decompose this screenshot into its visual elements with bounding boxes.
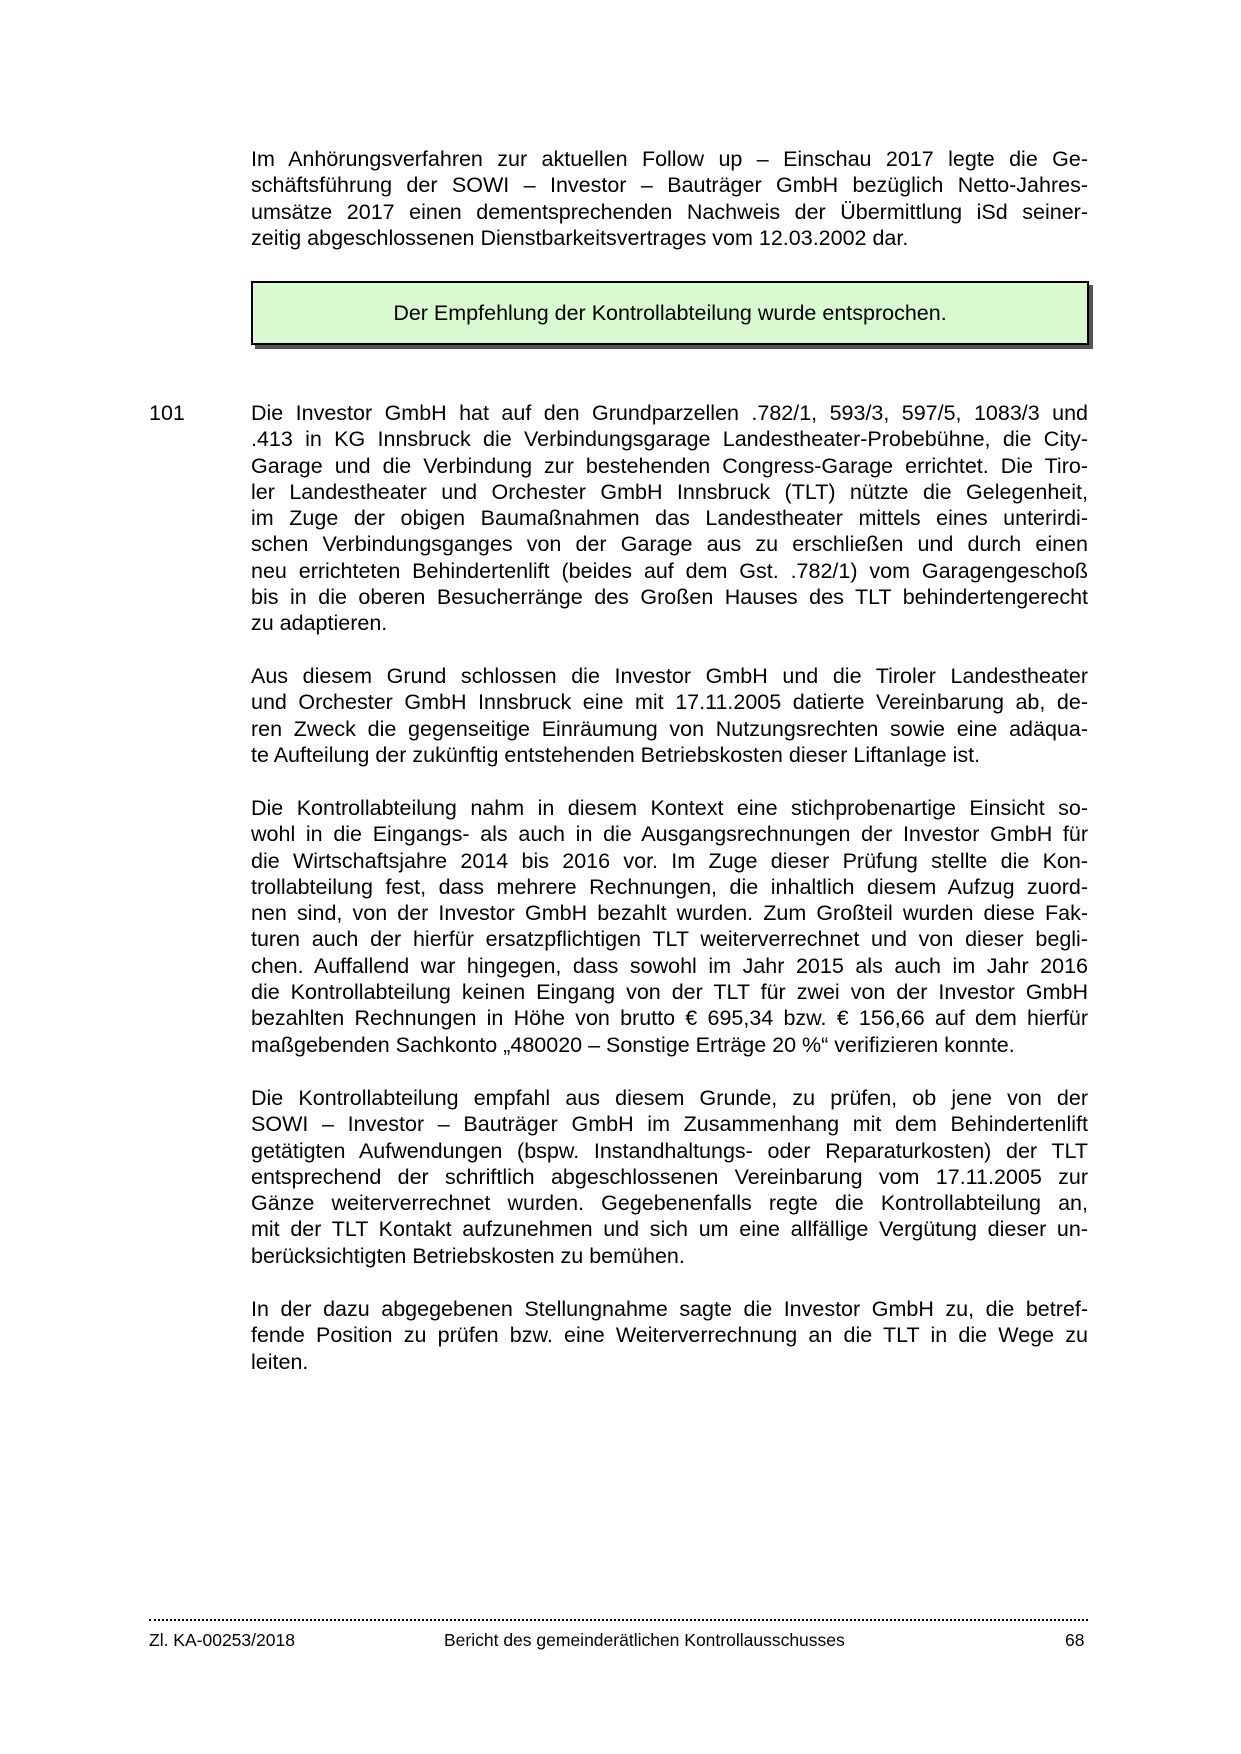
- text-line: chen. Auffallend war hingegen, dass sowohl im Jahr 2015 als auch im Jahr 2016: [251, 953, 1088, 978]
- section-number: 101: [149, 401, 185, 425]
- text-line: ren Zweck die gegenseitige Einräumung von Nutzungsrechten sowie eine adäqua-: [251, 716, 1088, 741]
- footer-reference: Zl. KA-00253/2018: [149, 1630, 295, 1650]
- text-line: ler Landestheater und Orchester GmbH Innsbruck (TLT) nützte die Gelegenheit,: [251, 479, 1088, 504]
- text-line: nen sind, von der Investor GmbH bezahlt wurden. Zum Großteil wurden diese Fak-: [251, 901, 1088, 926]
- text-line: neu errichteten Behindertenlift (beides auf dem Gst. .782/1) vom Garagengeschoß: [251, 558, 1088, 583]
- text-line: wohl in die Eingangs- als auch in die Ausgangsrechnungen der Investor GmbH für: [251, 822, 1088, 847]
- notice-text: Der Empfehlung der Kontrollabteilung wurde entsprochen.: [393, 300, 947, 325]
- text-line: Im Anhörungsverfahren zur aktuellen Follow up – Einschau 2017 legte die Ge-: [251, 147, 1088, 171]
- text-line: schen Verbindungsganges von der Garage aus zu erschließen und durch einen: [251, 532, 1088, 557]
- text-line: In der dazu abgegebenen Stellungnahme sagte die Investor GmbH zu, die betref-: [251, 1297, 1088, 1321]
- text-line: SOWI – Investor – Bauträger GmbH im Zusammenhang mit dem Behindertenlift: [251, 1112, 1088, 1137]
- text-line: schäftsführung der SOWI – Investor – Bauträger GmbH bezüglich Netto-Jahres-: [251, 173, 1088, 198]
- text-line: fende Position zu prüfen bzw. eine Weiterverrechnung an die TLT in die Wege zu: [251, 1323, 1088, 1348]
- text-line: leiten.: [251, 1349, 309, 1374]
- text-line: Die Kontrollabteilung nahm in diesem Kontext eine stichprobenartige Einsicht so-: [251, 796, 1088, 820]
- text-line: und Orchester GmbH Innsbruck eine mit 17.11.2005 datierte Vereinbarung ab, de-: [251, 690, 1088, 715]
- section-paragraph-3: [251, 795, 1088, 1058]
- text-line: trollabteilung fest, dass mehrere Rechnungen, die inhaltlich diesem Aufzug zuord-: [251, 874, 1088, 899]
- text-line: bezahlten Rechnungen in Höhe von brutto € 695,34 bzw. € 156,66 auf dem hierfür: [251, 1006, 1088, 1031]
- section-paragraph-1: [251, 400, 1088, 637]
- footer-title: Bericht des gemeinderätlichen Kontrollausschusses: [444, 1630, 845, 1650]
- text-line: zu adaptieren.: [251, 611, 388, 636]
- section-paragraph-2: [251, 663, 1088, 768]
- text-line: die Kontrollabteilung keinen Eingang von der TLT für zwei von der Investor GmbH: [251, 980, 1088, 1005]
- text-line: im Zuge der obigen Baumaßnahmen das Landestheater mittels eines unterirdi-: [251, 506, 1088, 531]
- intro-paragraph: [251, 146, 1088, 251]
- text-line: umsätze 2017 einen dementsprechenden Nachweis der Übermittlung iSd seiner-: [251, 199, 1088, 224]
- text-line: Gänze weiterverrechnet wurden. Gegebenenfalls regte die Kontrollabteilung an,: [251, 1191, 1088, 1216]
- text-line: te Aufteilung der zukünftig entstehenden Betriebskosten dieser Liftanlage ist.: [251, 742, 981, 767]
- text-line: Garage und die Verbindung zur bestehenden Congress-Garage errichtet. Die Tiro-: [251, 453, 1088, 478]
- text-line: mit der TLT Kontakt aufzunehmen und sich um eine allfällige Vergütung dieser un-: [251, 1217, 1088, 1242]
- text-line: .413 in KG Innsbruck die Verbindungsgarage Landestheater-Probebühne, die City-: [251, 427, 1088, 452]
- footer-page-number: 68: [1065, 1630, 1085, 1650]
- section-paragraph-4: [251, 1085, 1088, 1269]
- text-line: maßgebenden Sachkonto „480020 – Sonstige Erträge 20 %“ verifizieren konnte.: [251, 1032, 1015, 1057]
- text-line: Aus diesem Grund schlossen die Investor GmbH und die Tiroler Landestheater: [251, 664, 1088, 688]
- section-paragraph-5: [251, 1296, 1088, 1375]
- text-line: die Wirtschaftsjahre 2014 bis 2016 vor. Im Zuge dieser Prüfung stellte die Kon-: [251, 848, 1088, 873]
- text-line: turen auch der hierfür ersatzpflichtigen TLT weiterverrechnet und von dieser begli-: [251, 927, 1088, 952]
- text-line: getätigten Aufwendungen (bspw. Instandhaltungs- oder Reparaturkosten) der TLT: [251, 1138, 1088, 1163]
- text-line: zeitig abgeschlossenen Dienstbarkeitsvertrages vom 12.03.2002 dar.: [251, 225, 909, 250]
- text-line: Die Kontrollabteilung empfahl aus diesem Grunde, zu prüfen, ob jene von der: [251, 1086, 1088, 1110]
- text-line: entsprechend der schriftlich abgeschlossenen Vereinbarung vom 17.11.2005 zur: [251, 1164, 1088, 1189]
- text-line: Die Investor GmbH hat auf den Grundparzellen .782/1, 593/3, 597/5, 1083/3 und: [251, 401, 1088, 425]
- footer-dotted-rule: [149, 1619, 1088, 1621]
- recommendation-notice-box: [251, 281, 1089, 345]
- text-line: bis in die oberen Besucherränge des Großen Hauses des TLT behindertengerecht: [251, 585, 1088, 610]
- text-line: berücksichtigten Betriebskosten zu bemühen.: [251, 1243, 685, 1268]
